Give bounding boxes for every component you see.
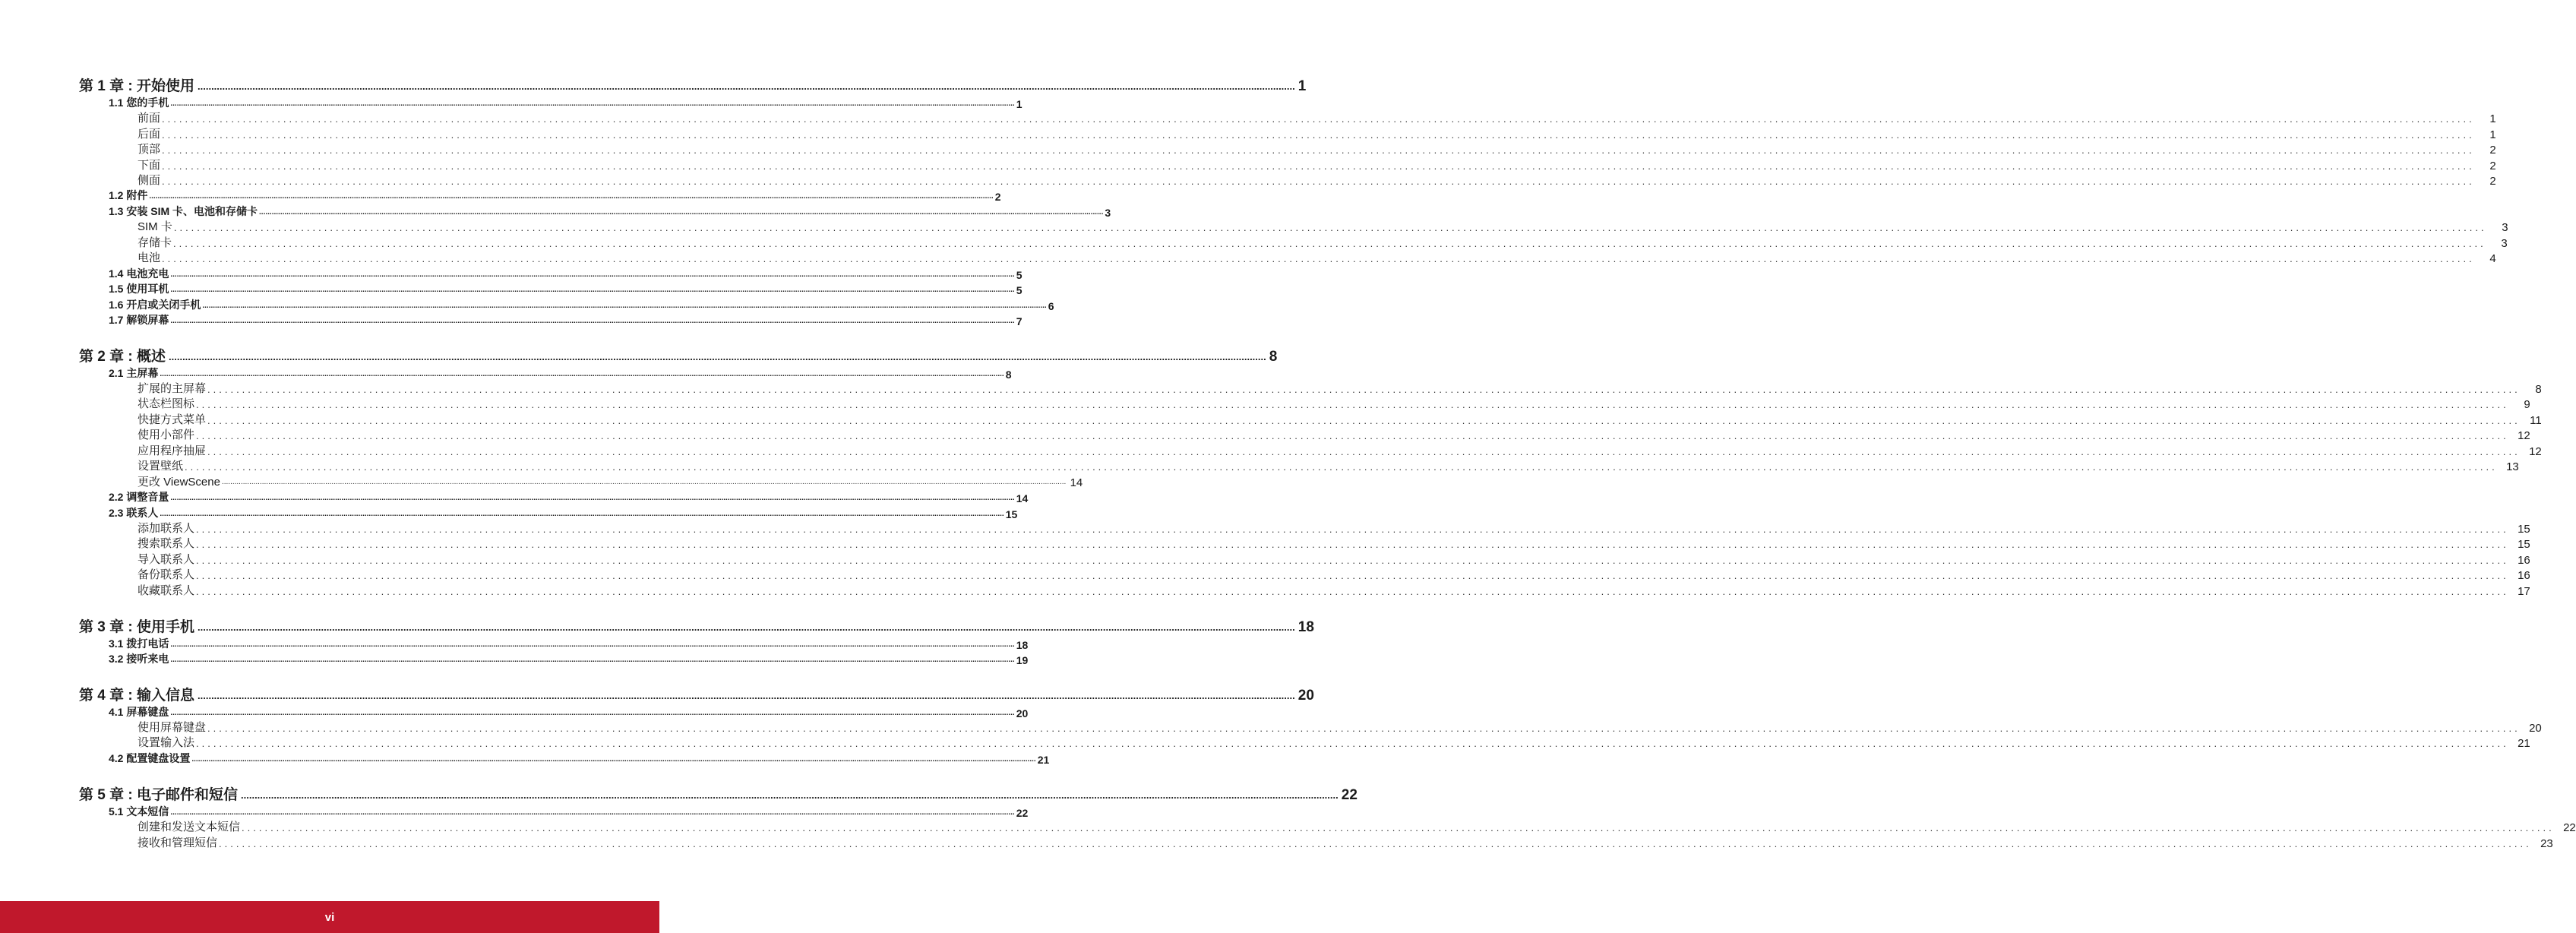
toc-label: 第 5 章 : 电子邮件和短信 <box>79 787 239 803</box>
toc-label: 更改 ViewScene <box>137 476 220 489</box>
toc-label: 接收和管理短信 <box>137 837 218 849</box>
toc-leader-dots: ................................................................................................................................................................................................................................................................................................................................................................................................................ <box>170 709 1015 717</box>
toc-page-number: 1 <box>2489 128 2496 141</box>
toc-leader-dots: ................................................................................................................................................................................................................................................................................................................................................................................................................ <box>242 822 2555 833</box>
toc-page-number: 1 <box>1297 78 1307 94</box>
toc-leader-dots: ................................................................................................................................................................................................................................................................................................................................................................................................................ <box>173 238 2486 249</box>
toc-page-number: 14 <box>1070 476 1083 489</box>
toc-page-number: 8 <box>1269 349 1278 365</box>
toc-entry[interactable] <box>137 568 2530 582</box>
toc-page-number: 22 <box>1341 787 1358 803</box>
toc-section[interactable] <box>109 491 1029 504</box>
toc-page-number: 5 <box>1016 269 1022 281</box>
toc-page-number: 20 <box>2529 722 2542 735</box>
toc-page-number: 3 <box>1105 207 1111 219</box>
toc-leader-dots: ................................................................................................................................................................................................................................................................................................................................................................................................................ <box>170 640 1015 649</box>
toc-page-number: 20 <box>1016 707 1029 720</box>
toc-label: 下面 <box>137 159 161 172</box>
toc-entry[interactable] <box>137 112 2496 125</box>
toc-leader-dots: ................................................................................................................................................................................................................................................................................................................................................................................................................ <box>219 838 2532 849</box>
toc-chapter[interactable] <box>79 77 1307 95</box>
toc-page-number: 3 <box>2502 221 2508 234</box>
page-number: vi <box>324 910 335 924</box>
toc-leader-dots: ................................................................................................................................................................................................................................................................................................................................................................................................................ <box>207 415 2521 426</box>
toc-label: 使用小部件 <box>137 429 195 441</box>
toc-page-number: 4 <box>2489 252 2496 265</box>
toc-label: 1.2 附件 <box>109 189 148 201</box>
toc-entry[interactable] <box>137 522 2530 536</box>
toc-leader-dots: ................................................................................................................................................................................................................................................................................................................................................................................................................ <box>170 656 1015 664</box>
toc-leader-dots: ................................................................................................................................................................................................................................................................................................................................................................................................................ <box>160 370 1004 378</box>
toc-leader-dots: ................................................................................................................................................................................................................................................................................................................................................................................................................ <box>207 384 2521 395</box>
toc-leader-dots: ................................................................................................................................................................................................................................................................................................................................................................................................................ <box>207 723 2521 734</box>
toc-leader-dots: ................................................................................................................................................................................................................................................................................................................................................................................................................ <box>170 270 1015 279</box>
toc-section[interactable] <box>109 299 1054 312</box>
toc-section[interactable] <box>109 706 1029 720</box>
toc-leader-dots: ................................................................................................................................................................................................................................................................................................................................................................................................................ <box>198 81 1295 92</box>
toc-page-number: 15 <box>1005 508 1018 520</box>
toc-label: 顶部 <box>137 143 161 156</box>
toc-leader-dots: ................................................................................................................................................................................................................................................................................................................................................................................................................ <box>160 510 1004 518</box>
toc-label: 2.1 主屏幕 <box>109 367 159 379</box>
toc-page-number: 8 <box>2535 383 2542 396</box>
toc-leader-dots: ................................................................................................................................................................................................................................................................................................................................................................................................................ <box>196 399 2509 410</box>
toc-label: 4.2 配置键盘设置 <box>109 752 191 764</box>
toc-label: 电池 <box>137 251 161 264</box>
toc-label: 侧面 <box>137 174 161 187</box>
toc-leader-dots: ................................................................................................................................................................................................................................................................................................................................................................................................................ <box>170 494 1015 502</box>
toc-label: 4.1 屏幕键盘 <box>109 706 169 718</box>
toc-label: 使用屏幕键盘 <box>137 721 207 734</box>
toc-leader-dots: ................................................................................................................................................................................................................................................................................................................................................................................................................ <box>196 523 2509 535</box>
toc-label: 收藏联系人 <box>137 584 195 597</box>
toc-label: 5.1 文本短信 <box>109 805 169 818</box>
toc-entry[interactable] <box>137 444 2542 458</box>
toc-label: 第 3 章 : 使用手机 <box>79 619 195 635</box>
toc-leader-dots: ................................................................................................................................................................................................................................................................................................................................................................................................................ <box>241 789 1339 801</box>
toc-entry[interactable] <box>137 721 2542 735</box>
toc-entry[interactable] <box>137 553 2530 567</box>
toc-label: 2.3 联系人 <box>109 507 159 519</box>
toc-label: SIM 卡 <box>137 220 172 233</box>
toc-label: 设置输入法 <box>137 736 195 749</box>
toc-entry[interactable] <box>137 429 2530 442</box>
toc-page-number: 17 <box>2518 585 2530 598</box>
toc-label: 第 2 章 : 概述 <box>79 349 166 365</box>
toc-leader-dots: ................................................................................................................................................................................................................................................................................................................................................................................................................ <box>162 113 2475 125</box>
toc-entry[interactable] <box>137 220 2508 234</box>
toc-leader-dots: ................................................................................................................................................................................................................................................................................................................................................................................................................ <box>196 570 2509 581</box>
toc-page-number: 15 <box>2518 538 2530 551</box>
toc-leader-dots: ................................................................................................................................................................................................................................................................................................................................................................................................................ <box>202 302 1047 310</box>
toc-entry[interactable] <box>137 159 2496 172</box>
toc-label: 后面 <box>137 128 161 141</box>
toc-entry[interactable] <box>137 143 2496 157</box>
toc-chapter[interactable] <box>79 347 1278 365</box>
toc-section[interactable] <box>109 189 1001 203</box>
toc-label: 1.7 解锁屏幕 <box>109 314 169 326</box>
toc-leader-dots: ................................................................................................................................................................................................................................................................................................................................................................................................................ <box>221 478 1067 486</box>
toc-label: 3.2 接听来电 <box>109 653 169 665</box>
toc-leader-dots: ................................................................................................................................................................................................................................................................................................................................................................................................................ <box>162 129 2475 141</box>
toc-page-number: 2 <box>2489 144 2496 157</box>
toc-page-number: 1 <box>1016 98 1022 110</box>
toc-section[interactable] <box>109 314 1022 327</box>
toc-chapter[interactable] <box>79 686 1314 704</box>
toc-label: 2.2 调整音量 <box>109 491 169 503</box>
toc-leader-dots: ................................................................................................................................................................................................................................................................................................................................................................................................................ <box>170 286 1015 294</box>
toc-page-number: 21 <box>2518 737 2530 750</box>
toc-entry[interactable] <box>137 382 2542 396</box>
toc-leader-dots: ................................................................................................................................................................................................................................................................................................................................................................................................................ <box>173 222 2487 233</box>
toc-page-number: 5 <box>1016 284 1022 296</box>
toc-section[interactable] <box>109 367 1012 381</box>
toc-page-number: 1 <box>2489 112 2496 125</box>
toc-label: 应用程序抽屉 <box>137 444 207 457</box>
toc-leader-dots: ................................................................................................................................................................................................................................................................................................................................................................................................................ <box>191 755 1036 764</box>
toc-label: 1.1 您的手机 <box>109 96 169 109</box>
toc-leader-dots: ................................................................................................................................................................................................................................................................................................................................................................................................................ <box>196 539 2509 550</box>
toc-page-number: 18 <box>1297 619 1314 635</box>
toc-page-number: 7 <box>1016 315 1022 327</box>
toc-page-number: 21 <box>1037 754 1050 766</box>
toc-label: 设置壁纸 <box>137 460 184 473</box>
toc-page-number: 2 <box>2489 160 2496 172</box>
toc-label: 扩展的主屏幕 <box>137 382 207 395</box>
toc-entry[interactable] <box>137 397 2530 411</box>
toc-label: 1.4 电池充电 <box>109 267 169 280</box>
toc-label: 状态栏图标 <box>137 397 195 410</box>
toc-section[interactable] <box>109 653 1029 666</box>
toc-leader-dots: ................................................................................................................................................................................................................................................................................................................................................................................................................ <box>149 192 994 201</box>
toc-entry[interactable] <box>137 837 2553 850</box>
toc-leader-dots: ................................................................................................................................................................................................................................................................................................................................................................................................................ <box>162 144 2475 156</box>
toc-entry[interactable] <box>137 251 2496 265</box>
toc-leader-dots: ................................................................................................................................................................................................................................................................................................................................................................................................................ <box>170 100 1015 108</box>
toc-entry[interactable] <box>137 736 2530 750</box>
toc-leader-dots: ................................................................................................................................................................................................................................................................................................................................................................................................................ <box>196 738 2509 749</box>
toc-label: 3.1 拨打电话 <box>109 637 169 650</box>
toc-leader-dots: ................................................................................................................................................................................................................................................................................................................................................................................................................ <box>185 461 2498 473</box>
toc-label: 存储卡 <box>137 236 172 249</box>
toc-leader-dots: ................................................................................................................................................................................................................................................................................................................................................................................................................ <box>196 555 2509 566</box>
toc-chapter[interactable] <box>79 786 1358 804</box>
toc-leader-dots: ................................................................................................................................................................................................................................................................................................................................................................................................................ <box>162 160 2475 172</box>
toc-section[interactable] <box>109 205 1111 219</box>
toc-leader-dots: ................................................................................................................................................................................................................................................................................................................................................................................................................ <box>196 586 2509 597</box>
toc-leader-dots: ................................................................................................................................................................................................................................................................................................................................................................................................................ <box>170 317 1015 325</box>
toc-leader-dots: ................................................................................................................................................................................................................................................................................................................................................................................................................ <box>207 446 2521 457</box>
toc-entry[interactable] <box>137 460 2519 473</box>
toc-section[interactable] <box>109 283 1022 296</box>
toc-label: 导入联系人 <box>137 553 195 566</box>
toc-page-number: 11 <box>2530 414 2542 427</box>
toc-entry[interactable] <box>137 584 2530 598</box>
toc-entry[interactable] <box>137 174 2496 188</box>
toc-page-number: 16 <box>2518 569 2530 582</box>
toc-label: 添加联系人 <box>137 522 195 535</box>
toc-section[interactable] <box>109 637 1029 651</box>
toc-label: 第 4 章 : 输入信息 <box>79 688 195 704</box>
toc-page-number: 15 <box>2518 523 2530 536</box>
toc-page-number: 2 <box>994 191 1001 203</box>
toc-label: 第 1 章 : 开始使用 <box>79 78 195 94</box>
toc-section[interactable] <box>109 805 1029 819</box>
toc-section[interactable] <box>109 752 1050 766</box>
toc-label: 1.3 安装 SIM 卡、电池和存储卡 <box>109 205 258 217</box>
toc-label: 搜索联系人 <box>137 537 195 550</box>
toc-page-number: 22 <box>1016 807 1029 819</box>
toc-leader-dots: ................................................................................................................................................................................................................................................................................................................................................................................................................ <box>259 208 1104 217</box>
toc-page-number: 12 <box>2529 445 2542 458</box>
toc-leader-dots: ................................................................................................................................................................................................................................................................................................................................................................................................................ <box>169 351 1266 362</box>
toc-entry[interactable] <box>137 128 2496 141</box>
toc-entry[interactable] <box>137 236 2508 250</box>
toc-entry[interactable] <box>137 413 2542 427</box>
toc-leader-dots: ................................................................................................................................................................................................................................................................................................................................................................................................................ <box>196 430 2509 441</box>
toc-page-number: 9 <box>2524 398 2530 411</box>
toc-page-number: 14 <box>1016 492 1029 504</box>
toc-leader-dots: ................................................................................................................................................................................................................................................................................................................................................................................................................ <box>170 808 1015 817</box>
toc-page-number: 23 <box>2540 837 2553 850</box>
toc-page-number: 8 <box>1005 368 1012 381</box>
toc-label: 创建和发送文本短信 <box>137 821 241 833</box>
toc-entry[interactable] <box>137 537 2530 551</box>
toc-entry[interactable] <box>137 476 1083 489</box>
toc-section[interactable] <box>109 507 1018 520</box>
toc-leader-dots: ................................................................................................................................................................................................................................................................................................................................................................................................................ <box>162 176 2475 187</box>
toc-label: 1.5 使用耳机 <box>109 283 169 295</box>
toc-page-number: 22 <box>2563 821 2576 834</box>
toc-section[interactable] <box>109 267 1022 281</box>
toc-page-number: 16 <box>2518 554 2530 567</box>
toc-leader-dots: ................................................................................................................................................................................................................................................................................................................................................................................................................ <box>198 690 1295 701</box>
toc-label: 1.6 开启或关闭手机 <box>109 299 201 311</box>
toc-label: 备份联系人 <box>137 568 195 581</box>
toc-page-number: 6 <box>1048 300 1054 312</box>
toc-entry[interactable] <box>137 821 2576 834</box>
toc-chapter[interactable] <box>79 618 1314 636</box>
toc-page-number: 12 <box>2518 429 2530 442</box>
toc-page-number: 13 <box>2506 460 2519 473</box>
toc-label: 快捷方式菜单 <box>137 413 207 426</box>
toc-page-number: 19 <box>1016 654 1029 666</box>
toc-page-number: 18 <box>1016 639 1029 651</box>
toc-section[interactable] <box>109 96 1022 110</box>
toc-page-number: 2 <box>2489 175 2496 188</box>
toc-leader-dots: ................................................................................................................................................................................................................................................................................................................................................................................................................ <box>162 253 2475 264</box>
toc-page-number: 20 <box>1297 688 1314 704</box>
toc-leader-dots: ................................................................................................................................................................................................................................................................................................................................................................................................................ <box>198 621 1295 633</box>
toc-page-number: 3 <box>2501 237 2508 250</box>
page-footer <box>0 901 659 933</box>
toc-label: 前面 <box>137 112 161 125</box>
